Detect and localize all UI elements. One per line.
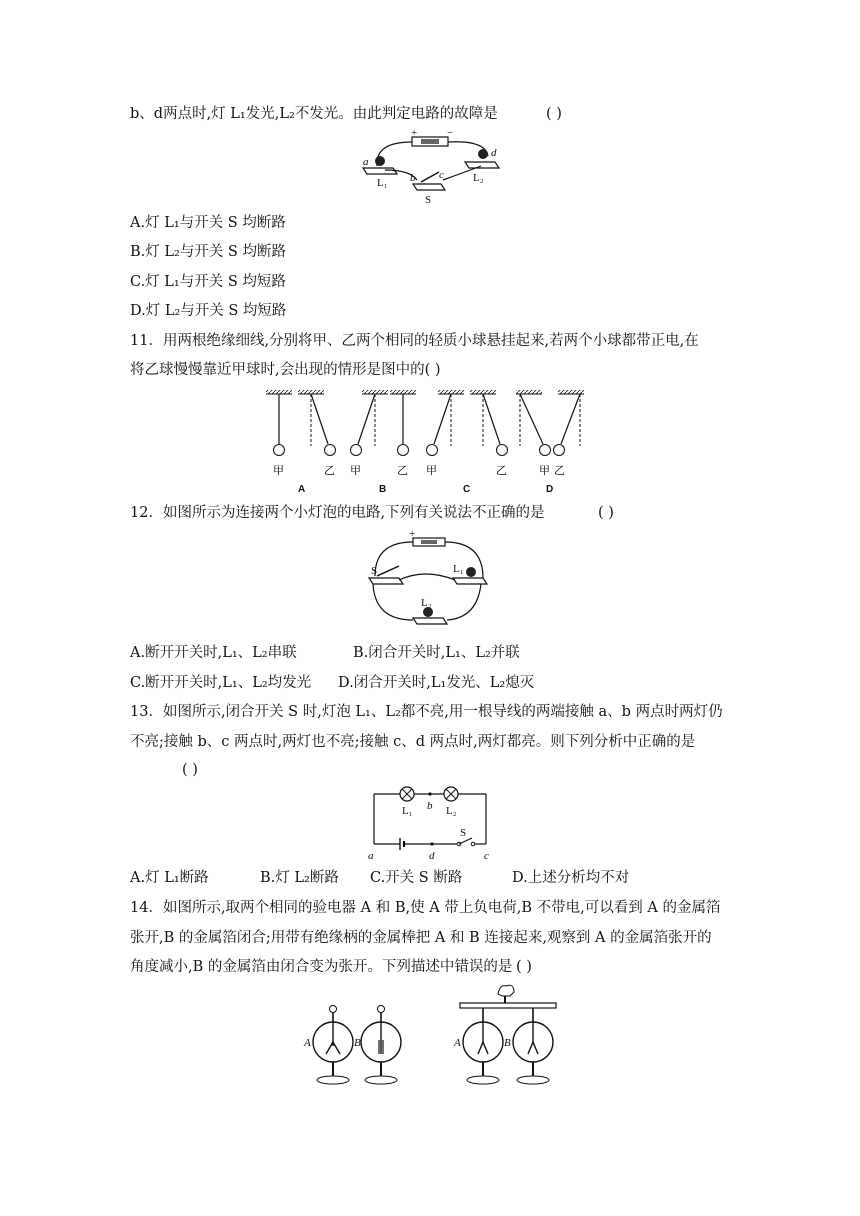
q11-ball-label: 乙 xyxy=(554,464,565,477)
q11-panel-label-c: C xyxy=(463,484,471,495)
q10-label-b: b xyxy=(410,172,416,184)
q10-label-d: d xyxy=(491,147,497,159)
q13-label-l1: L₁ xyxy=(402,805,413,817)
q10-circuit-figure xyxy=(355,128,515,208)
q11-panel-label-a: A xyxy=(298,484,306,495)
q14-electroscope-figure xyxy=(300,984,570,1090)
q14-stem-line1: 14．如图所示,取两个相同的验电器 A 和 B,使 A 带上负电荷,B 不带电,可以看到 A 的金属箔 xyxy=(130,900,721,916)
q12-circuit-figure xyxy=(365,528,495,634)
q12-label-s: S xyxy=(371,565,378,577)
q12-label-l2: L₂ xyxy=(421,597,432,609)
electroscope-a-before xyxy=(313,1006,353,1085)
q14-answer-paren: ( ) xyxy=(516,959,532,975)
q10-label-l2: L₂ xyxy=(473,172,484,184)
q10-label-a: a xyxy=(363,156,369,168)
q10-stem-tail: b、d两点时,灯 L₁发光,L₂不发光。由此判定电路的故障是 xyxy=(130,106,498,122)
q13-label-l2: L₂ xyxy=(446,805,457,817)
q13-stem-line1: 13．如图所示,闭合开关 S 时,灯泡 L₁、L₂都不亮,用一根导线的两端接触 a、b 两点时两灯仍 xyxy=(130,704,723,720)
electroscope-b-before xyxy=(361,1006,401,1085)
q13-circuit-figure xyxy=(362,780,498,864)
q10-label-l1: L₁ xyxy=(377,177,388,189)
q10-label-c: c xyxy=(439,169,444,181)
q12-option-b: B.闭合开关时,L₁、L₂并联 xyxy=(353,645,520,661)
q10-label-minus: − xyxy=(447,128,454,139)
q11-ball-label: 甲 xyxy=(273,464,284,477)
electroscope-a-after xyxy=(463,1008,503,1084)
q10-option-d: D.灯 L₂与开关 S 均短路 xyxy=(130,303,287,319)
q10-option-c: C.灯 L₁与开关 S 均短路 xyxy=(130,274,286,290)
q14-label-b: B xyxy=(354,1037,361,1049)
q12-stem: 12．如图所示为连接两个小灯泡的电路,下列有关说法不正确的是 xyxy=(130,505,545,521)
q11-ball-label: 乙 xyxy=(397,464,408,477)
q10-label-plus: + xyxy=(411,128,418,139)
q13-option-d: D.上述分析均不对 xyxy=(512,870,630,886)
q13-option-c: C.开关 S 断路 xyxy=(370,870,463,886)
q13-label-a: a xyxy=(368,850,374,862)
q12-option-a: A.断开开关时,L₁、L₂串联 xyxy=(130,645,297,661)
q14-label-a-after: A xyxy=(454,1037,461,1049)
q13-option-b: B.灯 L₂断路 xyxy=(260,870,339,886)
q13-answer-paren: ( ) xyxy=(182,762,198,778)
q10-option-b: B.灯 L₂与开关 S 均断路 xyxy=(130,244,286,260)
q13-label-b: b xyxy=(427,800,433,812)
q10-label-s: S xyxy=(425,194,432,206)
q11-panel-label-b: B xyxy=(379,484,387,495)
q10-answer-paren: ( ) xyxy=(546,106,562,122)
q14-label-a: A xyxy=(304,1037,311,1049)
q11-pendulum-figure xyxy=(262,388,592,498)
q11-ball-label: 乙 xyxy=(496,464,507,477)
q12-label-l1: L₁ xyxy=(453,563,464,575)
q11-ball-label: 甲 xyxy=(539,464,550,477)
q11-ball-label: 甲 xyxy=(350,464,361,477)
q14-label-b-after: B xyxy=(504,1037,511,1049)
q12-answer-paren: ( ) xyxy=(598,505,614,521)
q13-label-c: c xyxy=(484,850,489,862)
q12-label-plus: + xyxy=(409,528,416,540)
q11-ball-label: 乙 xyxy=(324,464,335,477)
electroscope-b-after xyxy=(513,1008,553,1084)
q13-label-s: S xyxy=(460,827,467,839)
q10-option-a: A.灯 L₁与开关 S 均断路 xyxy=(130,215,286,231)
q14-stem-line2: 张开,B 的金属箔闭合;用带有绝缘柄的金属棒把 A 和 B 连接起来,观察到 A 的金属箔张开的 xyxy=(130,930,712,946)
q12-option-c: C.断开开关时,L₁、L₂均发光 xyxy=(130,675,312,691)
q13-option-a: A.灯 L₁断路 xyxy=(130,870,209,886)
q11-stem-line1: 11．用两根绝缘细线,分别将甲、乙两个相同的轻质小球悬挂起来,若两个小球都带正电,在 xyxy=(130,333,699,349)
q13-label-d: d xyxy=(429,850,435,862)
q11-panel-label-d: D xyxy=(546,484,554,495)
q11-ball-label: 甲 xyxy=(426,464,437,477)
q12-option-d: D.闭合开关时,L₁发光、L₂熄灭 xyxy=(338,675,535,691)
q11-stem-line2: 将乙球慢慢靠近甲球时,会出现的情形是图中的( ) xyxy=(130,362,441,378)
q14-stem-line3: 角度减小,B 的金属箔由闭合变为张开。下列描述中错误的是 xyxy=(130,959,513,975)
q13-stem-line2: 不亮;接触 b、c 两点时,两灯也不亮;接触 c、d 两点时,两灯都亮。则下列分析中正确的是 xyxy=(130,734,696,750)
